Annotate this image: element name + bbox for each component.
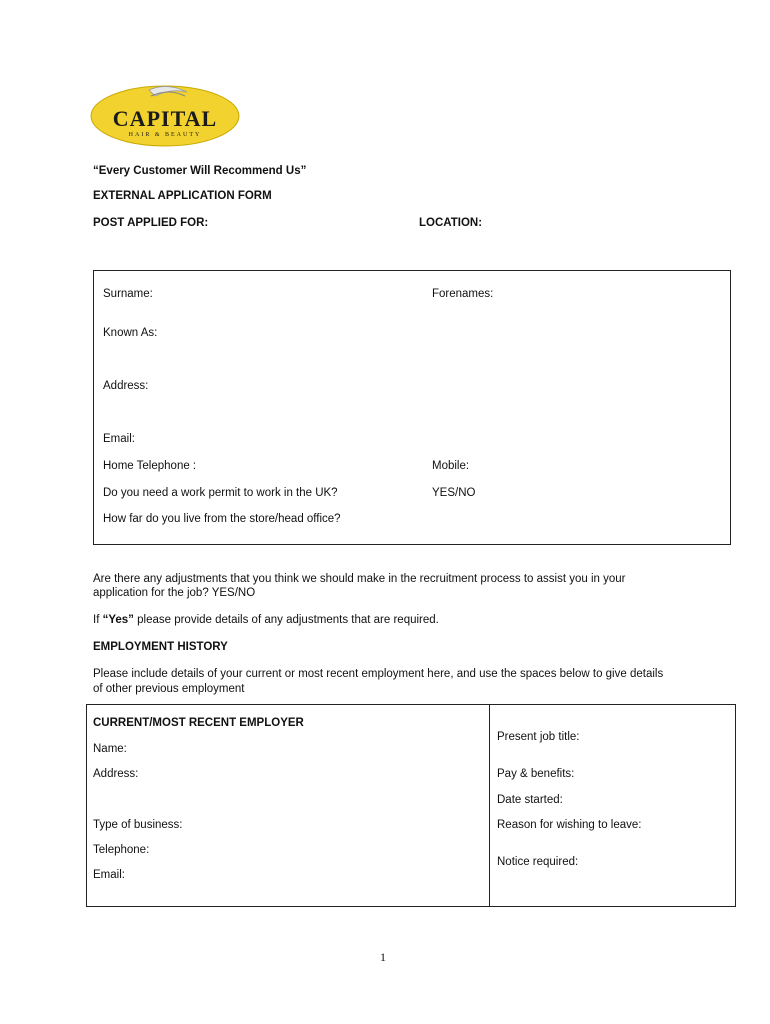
logo-brand-text: CAPITAL: [112, 106, 218, 131]
employer-address-label: Address:: [93, 768, 139, 780]
location-label: LOCATION:: [419, 217, 483, 229]
if-yes-emphasis: “Yes”: [102, 614, 134, 626]
logo-tagline-text: HAIR & BEAUTY: [128, 132, 202, 138]
surname-label: Surname:: [103, 288, 153, 300]
present-job-title-label: Present job title:: [497, 731, 580, 743]
capital-hair-beauty-logo: [89, 84, 241, 148]
employer-name-label: Name:: [93, 743, 127, 755]
employment-intro-line2: of other previous employment: [93, 683, 245, 695]
home-telephone-label: Home Telephone :: [103, 460, 197, 472]
page-number: 1: [380, 950, 386, 964]
employment-history-heading: EMPLOYMENT HISTORY: [93, 641, 228, 653]
if-prefix: If: [93, 614, 103, 626]
address-label: Address:: [103, 380, 149, 392]
work-permit-options: YES/NO: [432, 487, 476, 499]
post-applied-label: POST APPLIED FOR:: [93, 217, 209, 229]
current-employer-box: [86, 704, 736, 907]
form-title: EXTERNAL APPLICATION FORM: [93, 190, 272, 202]
type-of-business-label: Type of business:: [93, 819, 183, 831]
personal-details-box: [93, 270, 731, 545]
employer-email-label: Email:: [93, 869, 125, 881]
date-started-label: Date started:: [497, 794, 563, 806]
mobile-label: Mobile:: [432, 460, 470, 472]
employer-box-divider: [489, 704, 490, 907]
pay-benefits-label: Pay & benefits:: [497, 768, 575, 780]
employment-intro-line1: Please include details of your current or most recent employment here, and use the spaces below to give details: [93, 668, 664, 680]
email-label: Email:: [103, 433, 135, 445]
work-permit-question: Do you need a work permit to work in the UK?: [103, 487, 338, 499]
distance-question: How far do you live from the store/head office?: [103, 513, 341, 525]
employer-telephone-label: Telephone:: [93, 844, 150, 856]
if-suffix: please provide details of any adjustments that are required.: [133, 614, 439, 626]
adjustments-question-line1: Are there any adjustments that you think we should make in the recruitment process to assist you in your: [93, 573, 626, 585]
known-as-label: Known As:: [103, 327, 158, 339]
reason-leaving-label: Reason for wishing to leave:: [497, 819, 642, 831]
adjustments-if-yes-line: [93, 614, 439, 626]
adjustments-question-line2: application for the job? YES/NO: [93, 587, 256, 599]
slogan: “Every Customer Will Recommend Us”: [93, 165, 307, 177]
current-employer-heading: CURRENT/MOST RECENT EMPLOYER: [93, 717, 304, 729]
notice-required-label: Notice required:: [497, 856, 579, 868]
forenames-label: Forenames:: [432, 288, 494, 300]
